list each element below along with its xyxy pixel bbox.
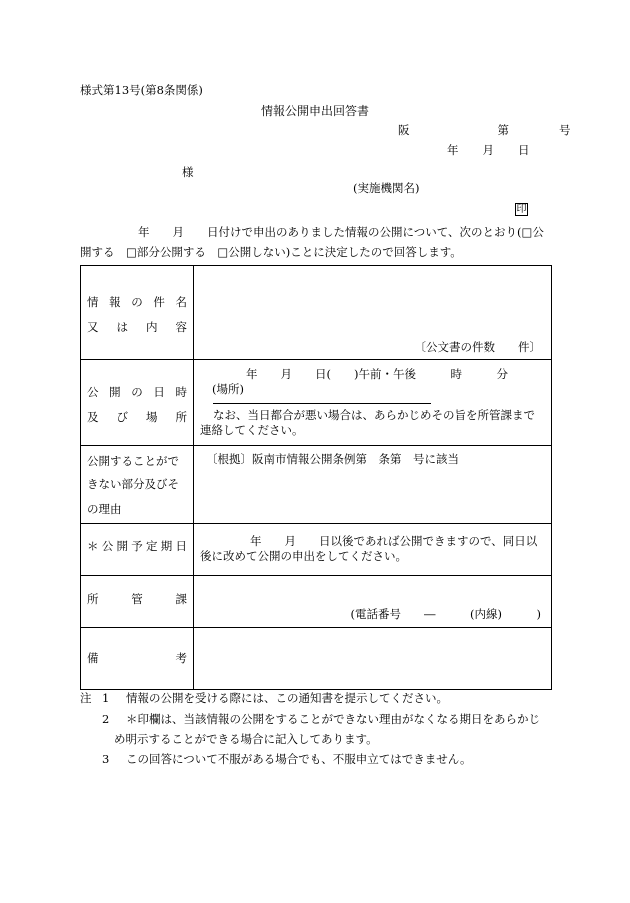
date-year: 年 (447, 143, 459, 157)
issue-date (447, 145, 530, 157)
row-department (81, 576, 552, 628)
note-2-text: ＊印欄は、当該情報の公開をすることができない理由がなくなる期日をあらかじ (126, 712, 540, 726)
docno-prefix: 阪 (398, 123, 410, 137)
date-month: 月 (482, 143, 494, 157)
label-datetime: 公 開 の 日 時 及 び 場 所 (81, 360, 194, 446)
document-title: 情報公開申出回答書 (260, 104, 369, 118)
note-3-text: この回答について不服がある場合でも、不服申立てはできません。 (126, 752, 472, 766)
legal-basis: 〔根拠〕阪南市情報公開条例第 条第 号に該当 (206, 452, 459, 466)
label-nondisclosure: 公開することがで きない部分及びそ の理由 (81, 446, 194, 524)
note-2-num: 2 (102, 712, 110, 726)
label-remarks: 備 考 (81, 628, 194, 690)
scheduled-date-text: 年 月 日以後であれば公開できますので、同日以後に改めて公開の申出をしてください。 (200, 534, 538, 563)
intro-line-1: 年 月 日付けで申出のありました情報の公開について、次のとおり(□公 (138, 225, 544, 239)
label-scheduled-date: ＊ 公 開 予 定 期 日 (81, 524, 194, 576)
viewing-datetime: 年 月 日( )午前・午後 時 分 (246, 367, 508, 381)
addressee: 様 (182, 165, 194, 179)
place-underline (213, 403, 431, 404)
note-1-text: 情報の公開を受ける際には、この通知書を提示してください。 (126, 691, 448, 705)
row-scheduled-date (81, 524, 552, 576)
schedule-notice: なお、当日都合が悪い場合は、あらかじめその旨を所管課まで連絡してください。 (200, 408, 535, 437)
date-day: 日 (518, 143, 530, 157)
notes-prefix: 注 (80, 691, 92, 705)
response-table (80, 265, 552, 690)
docno-go: 号 (559, 123, 571, 137)
value-scheduled-date[interactable] (194, 524, 552, 576)
note-1-num: 1 (102, 691, 110, 705)
row-nondisclosure (81, 446, 552, 524)
row-remarks (81, 628, 552, 690)
note-2-cont: め明示することができる場合に記入してあります。 (114, 732, 378, 746)
document-number (398, 125, 571, 137)
label-subject: 情 報 の 件 名 又 は 内 容 (81, 266, 194, 360)
agency-name: (実施機関名) (353, 181, 420, 195)
seal-icon: 印 (516, 204, 527, 215)
intro-line-2: 開する □部分公開する □公開しない)ことに決定したので回答します。 (80, 245, 462, 259)
docno-dai: 第 (497, 123, 509, 137)
phone-number: (電話番号 ― (内線) ) (350, 607, 541, 621)
viewing-place: (場所) (212, 382, 244, 396)
note-3-num: 3 (102, 752, 110, 766)
label-department: 所 管 課 (81, 576, 194, 628)
document-count: 〔公文書の件数 件〕 (414, 340, 541, 354)
value-nondisclosure[interactable] (194, 446, 552, 524)
value-remarks[interactable] (194, 628, 552, 690)
value-subject[interactable] (194, 266, 552, 360)
intro-paragraph (80, 222, 553, 262)
form-number: 様式第13号(第8条関係) (80, 83, 203, 97)
value-department[interactable] (194, 576, 552, 628)
row-subject (81, 266, 552, 360)
